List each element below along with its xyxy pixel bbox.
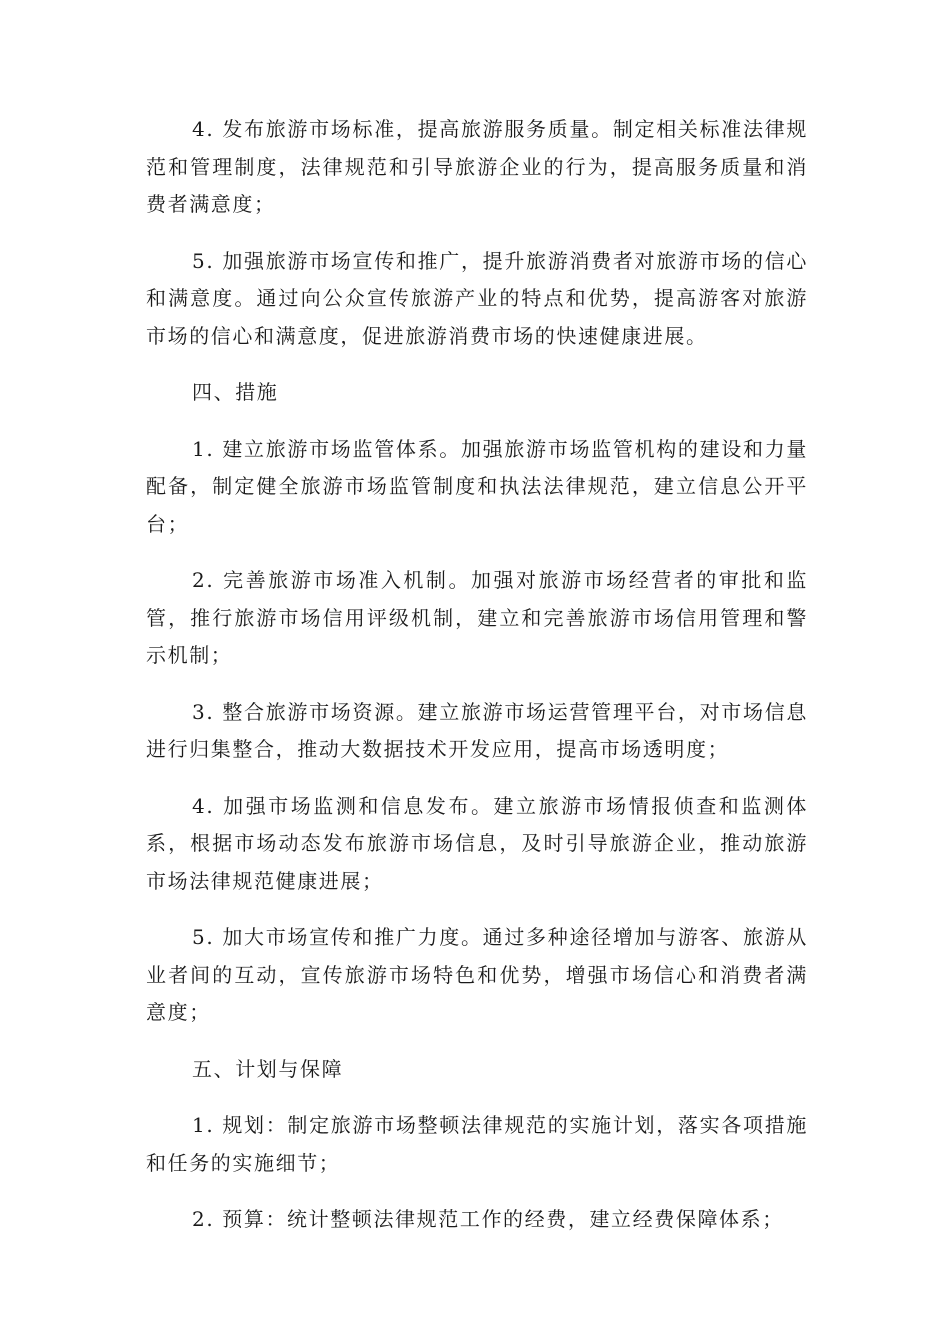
list-item-1-supervision: 1. 建立旅游市场监管体系。加强旅游市场监管机构的建设和力量配备，制定健全旅游市场监管制度和执法法律规范，建立信息公开平台； [146,436,808,536]
list-item-3-resources: 3. 整合旅游市场资源。建立旅游市场运营管理平台，对市场信息进行归集整合，推动大数据技术开发应用，提高市场透明度； [146,699,808,761]
document-body [146,111,808,1258]
list-item-4-standards: 4. 发布旅游市场标准，提高旅游服务质量。制定相关标准法律规范和管理制度，法律规范和引导旅游企业的行为，提高服务质量和消费者满意度； [146,117,808,216]
list-item-2-access: 2. 完善旅游市场准入机制。加强对旅游市场经营者的审批和监管，推行旅游市场信用评级机制，建立和完善旅游市场信用管理和警示机制； [146,568,808,667]
list-item-5-publicity: 5. 加大市场宣传和推广力度。通过多种途径增加与游客、旅游从业者间的互动，宣传旅游市场特色和优势，增强市场信心和消费者满意度； [146,925,808,1024]
section-heading-plan: 五、计划与保障 [192,1056,344,1081]
section-heading-measures: 四、措施 [192,380,279,404]
list-item-2-budget: 2. 预算：统计整顿法律规范工作的经费，建立经费保障体系； [192,1207,784,1231]
list-item-5-promotion: 5. 加强旅游市场宣传和推广，提升旅游消费者对旅游市场的信心和满意度。通过向公众宣传旅游产业的特点和优势，提高游客对旅游市场的信心和满意度，促进旅游消费市场的快速健康进展。 [146,248,808,348]
list-item-1-planning: 1. 规划：制定旅游市场整顿法律规范的实施计划，落实各项措施和任务的实施细节； [146,1113,808,1175]
list-item-4-monitoring: 4. 加强市场监测和信息发布。建立旅游市场情报侦查和监测体系，根据市场动态发布旅游市场信息，及时引导旅游企业，推动旅游市场法律规范健康进展； [146,793,808,893]
